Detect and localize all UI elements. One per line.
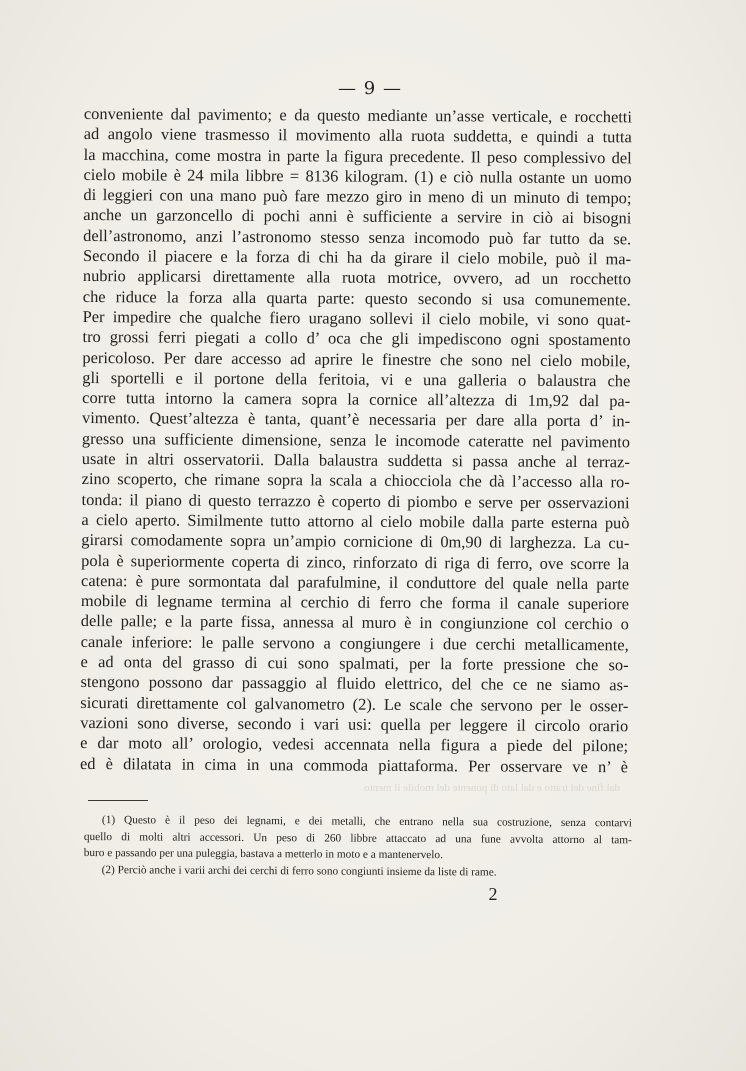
body-text-line: cielo mobile è 24 mila libbre = 8136 kilogram. (1) e ciò nulla ostante un uomo [83, 164, 632, 188]
body-text-line: ad angolo viene trasmesso il movimento alla ruota suddetta, e quindi a tutta [83, 124, 632, 147]
body-text-line: stengono possono dar passaggio al fluido elettrico, del che ce ne siamo as- [80, 672, 629, 695]
body-text-line: a cielo aperto. Similmente tutto attorno al cielo mobile dalla parte esterna può [81, 509, 630, 533]
body-text-line: girarsi comodamente sopra un’ampio cornicione di 0m,90 di larghezza. La cu- [81, 530, 630, 553]
body-text-line: Per impedire che qualche fiero uragano sollevi il cielo mobile, vi sono quat- [82, 306, 631, 330]
body-text-line: mobile di legname termina al cerchio di ferro che forma il canale superiore [80, 591, 630, 614]
body-text-line: gresso una sufficiente dimensione, senza le incomode cateratte nel pavimento [81, 428, 631, 452]
body-text-line: pola è superiormente coperta di zinco, rinforzato di riga di ferro, ove scorre la [81, 550, 630, 573]
body-text-line: di leggieri con una mano può fare mezzo giro in meno di un minuto di tempo; [83, 185, 632, 208]
body-text-line: dell’astronomo, anzi l’astronomo stesso senza incomodo può far tutto da se. [83, 225, 632, 249]
signature-mark: 2 [488, 884, 498, 904]
body-text-line: tro grossi ferri piegati a collo d’ oca che gli impediscono ogni spostamento [82, 327, 631, 350]
body-text-line: conveniente dal pavimento; e da questo mediante un’asse verticale, e rocchetti [83, 104, 632, 127]
body-text-line: sicurati direttamente col galvanometro (2). Le scale che servono per le osser- [80, 692, 629, 715]
footnote-separator [88, 800, 148, 801]
body-text-line: vazioni sono diverse, secondo i vari usi: quella per leggere il circolo orario [80, 712, 629, 736]
footnote-line: buro e passando per una puleggia, bastava a metterlo in moto e a mantenervelo. [83, 846, 443, 862]
footnote-line: (1) Questo è il peso dei legnami, e dei metalli, che entrano nella sua costruzione, senza contarvi [101, 814, 632, 830]
body-text-line: corre tutta intorno la camera sopra la cornice all’altezza di 1m,92 dal pa- [82, 388, 631, 411]
body-text-line: anche un garzoncello di pochi anni è sufficiente a servire in ciò ai bisogni [83, 205, 632, 228]
body-text-line: che riduce la forza alla quarta parte: questo secondo si usa comunemente. [82, 286, 631, 310]
page-number: — 9 — [338, 78, 402, 99]
show-through-text: dal fine del tratto e dal lato di ponente del mobile il mento [364, 782, 620, 794]
body-text-line: delle palle; e la parte fissa, annessa al muro è in congiunzione col cerchio o [80, 611, 629, 634]
body-text-line: la macchina, come mostra in parte la figura precedente. Il peso complessivo del [83, 144, 632, 167]
body-text-line: vimento. Quest’altezza è tanta, quant’è necessaria per dare alla porta d’ in- [82, 408, 631, 431]
footnote-line: (2) Perciò anche i varii archi dei cerchi di ferro sono congiunti insieme da liste di rame. [101, 863, 497, 879]
footnote-line: quello di molti altri accessori. Un peso di 260 libbre attaccato ad una fune avvolta attorno al tam- [83, 830, 632, 846]
body-text-line: tonda: il piano di questo terrazzo è coperto di piombo e serve per osservazioni [81, 489, 630, 512]
body-text-line: gli sportelli e il portone della feritoia, vi e una galleria o balaustra che [82, 367, 631, 391]
body-text-line: e ad onta del grasso di cui sono spalmati, per la forte pressione che so- [80, 652, 629, 675]
main-text-block [80, 104, 632, 777]
body-text-line: catena: è pure sormontata dal parafulmine, il conduttore del quale nella parte [81, 570, 630, 594]
body-text-line: canale inferiore: le palle servono a congiungere i due cerchi metallicamente, [80, 631, 629, 655]
body-text-line: e dar moto all’ orologio, vedesi accennata nella figura a piede del pilone; [80, 733, 629, 756]
body-text-line: usate in altri osservatorii. Dalla balaustra suddetta si passa anche al terraz- [81, 449, 630, 472]
body-text-line: nubrio applicarsi direttamente alla ruota motrice, ovvero, ad un rocchetto [82, 266, 631, 289]
body-text-line: ed è dilatata in cima in una commoda piattaforma. Per osservare ve n’ è [79, 753, 629, 776]
footnotes-block [84, 812, 632, 881]
body-text-line: pericoloso. Per dare accesso ad aprire le finestre che sono nel cielo mobile, [82, 347, 631, 370]
body-text-line: Secondo il piacere e la forza di chi ha da girare il cielo mobile, può il ma- [83, 246, 632, 269]
body-text-line: zino scoperto, che rimane sopra la scala a chiocciola che dà l’accesso alla ro- [81, 469, 630, 492]
